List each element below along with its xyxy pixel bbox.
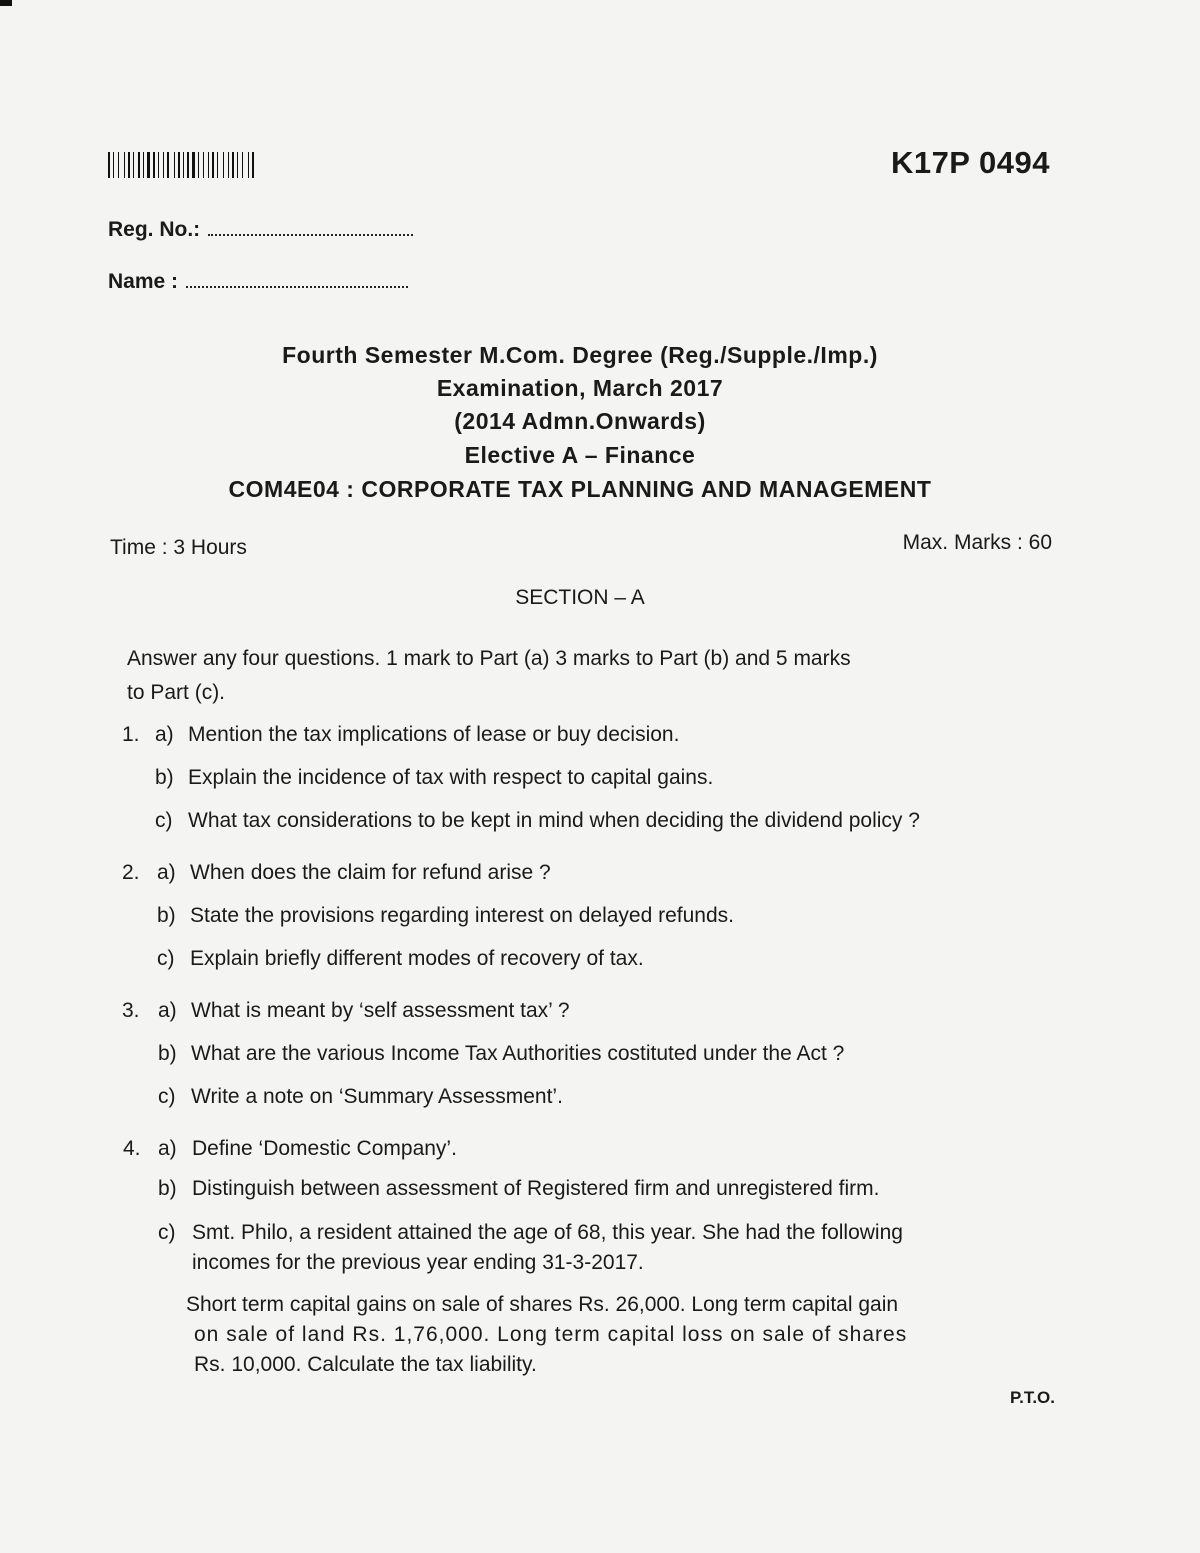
name-blank [186, 272, 408, 288]
part-text: Write a note on ‘Summary Assessment’. [191, 1085, 563, 1108]
part-text: When does the claim for refund arise ? [190, 861, 551, 884]
title-line-3: (2014 Admn.Onwards) [454, 408, 706, 434]
instruction-line-2: to Part (c). [127, 681, 226, 704]
part-label: a) [157, 861, 176, 884]
question-number: 2. [122, 861, 140, 884]
paper-code: K17P 0494 [890, 145, 1050, 180]
part-text: Smt. Philo, a resident attained the age of 68, this year. She had the following [192, 1221, 903, 1244]
part-label: a) [158, 1137, 177, 1160]
part-label: b) [157, 904, 176, 927]
part-text-continued: incomes for the previous year ending 31-3-2017. [192, 1251, 644, 1274]
part-text: What are the various Income Tax Authorities costituted under the Act ? [191, 1042, 845, 1065]
reg-no-label: Reg. No.: [108, 218, 201, 241]
part-label: c) [155, 809, 173, 832]
part-text: What tax considerations to be kept in mind when deciding the dividend policy ? [188, 809, 920, 832]
part-label: c) [158, 1085, 176, 1108]
data-line-1: Short term capital gains on sale of shares Rs. 26,000. Long term capital gain [186, 1293, 899, 1316]
part-label: b) [155, 766, 174, 789]
part-text: Explain the incidence of tax with respect to capital gains. [188, 766, 714, 789]
section-heading: SECTION – A [515, 586, 645, 609]
title-line-2: Examination, March 2017 [436, 375, 724, 401]
part-text: Define ‘Domestic Company’. [192, 1137, 457, 1160]
part-text: What is meant by ‘self assessment tax’ ? [191, 999, 570, 1022]
data-line-2: on sale of land Rs. 1,76,000. Long term capital loss on sale of shares [194, 1323, 908, 1346]
pto-label: P.T.O. [1009, 1388, 1055, 1407]
name-field [108, 270, 408, 294]
title-line-4: Elective A – Finance [464, 442, 696, 468]
reg-no-blank [208, 220, 413, 236]
title-line-1: Fourth Semester M.Com. Degree (Reg./Supple./Imp.) [282, 342, 878, 368]
part-label: c) [158, 1221, 176, 1244]
time-allowed: Time : 3 Hours [110, 536, 247, 559]
part-text: Distinguish between assessment of Registered firm and unregistered firm. [192, 1177, 880, 1200]
part-label: b) [158, 1177, 177, 1200]
data-line-3: Rs. 10,000. Calculate the tax liability. [194, 1353, 537, 1376]
question-number: 1. [122, 723, 140, 746]
question-number: 4. [123, 1137, 141, 1160]
max-marks: Max. Marks : 60 [902, 531, 1052, 554]
name-label: Name : [108, 270, 179, 293]
part-label: c) [157, 947, 175, 970]
part-label: b) [158, 1042, 177, 1065]
instruction-line-1: Answer any four questions. 1 mark to Part (a) 3 marks to Part (b) and 5 marks [127, 647, 851, 670]
part-label: a) [155, 723, 174, 746]
part-text: State the provisions regarding interest on delayed refunds. [190, 904, 735, 927]
reg-no-field [108, 218, 413, 242]
instructions [127, 642, 987, 710]
scan-corner-mark [0, 0, 12, 6]
part-text: Mention the tax implications of lease or buy decision. [188, 723, 680, 746]
barcode-icon [108, 152, 320, 178]
question-number: 3. [122, 999, 140, 1022]
part-label: a) [158, 999, 177, 1022]
part-text: Explain briefly different modes of recovery of tax. [190, 947, 644, 970]
course-title: COM4E04 : CORPORATE TAX PLANNING AND MANAGEMENT [228, 476, 932, 502]
